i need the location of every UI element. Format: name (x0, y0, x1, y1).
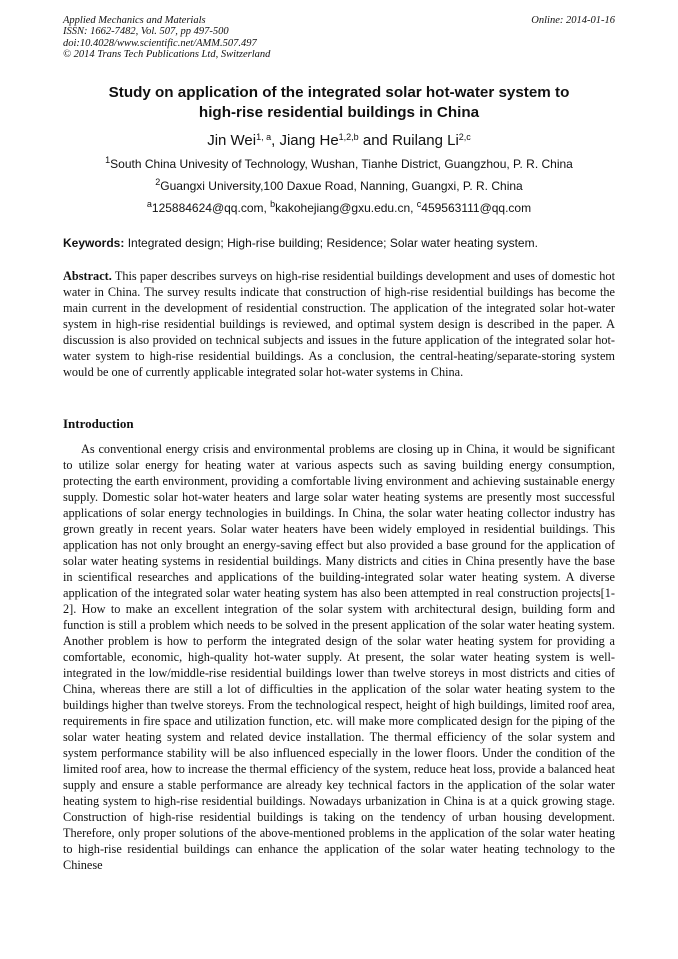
author-affiliation-mark: 1,2,b (338, 132, 359, 142)
abstract-label: Abstract. (63, 269, 112, 283)
author-separator: , (271, 132, 280, 149)
author-affiliation-mark: 2,c (458, 132, 471, 142)
author-separator: and (358, 132, 393, 149)
journal-doi[interactable]: doi:10.4028/www.scientific.net/AMM.507.497 (63, 37, 257, 49)
author-emails (40, 200, 638, 216)
keywords-text: Integrated design; High-rise building; Residence; Solar water heating system. (124, 236, 538, 250)
abstract-text: This paper describes surveys on high-rise residential buildings development and uses of domestic hot water in China. The survey results indicate that construction of high-rise residential buildings has become the main current in the development of residential construction. The application of the integrated solar hot-water system in high-rise residential buildings is reviewed, and optimal system design is described in the paper. A discussion is also provided on technical subjects and issues in the future application of the integrated solar hot-water system to high-rise residential buildings. As a conclusion, the central-heating/separate-storing system would be one of currently applicable integrated solar hot-water systems in China. (63, 269, 615, 379)
journal-copyright: © 2014 Trans Tech Publications Ltd, Switzerland (63, 48, 271, 60)
keywords-label: Keywords: (63, 236, 125, 250)
affiliation-2 (40, 178, 638, 194)
email-mark: c (416, 199, 422, 209)
title-line-2: high-rise residential buildings in China (198, 104, 480, 121)
title-line-1: Study on application of the integrated solar hot-water system to (108, 84, 570, 101)
email-address[interactable]: 125884624@qq.com, (151, 201, 271, 215)
email-mark: a (146, 199, 152, 209)
author-name: Jin Wei (207, 132, 257, 149)
author-affiliation-mark: 1, a (256, 132, 272, 142)
affiliation-text: South China Univesity of Technology, Wushan, Tianhe District, Guangzhou, P. R. China (110, 157, 573, 171)
affiliation-text: Guangxi University,100 Daxue Road, Nanning, Guangxi, P. R. China (160, 179, 523, 193)
email-address[interactable]: kakohejiang@gxu.edu.cn, (275, 201, 417, 215)
email-address[interactable]: 459563111@qq.com (421, 201, 532, 215)
author-name: Ruilang Li (392, 132, 459, 149)
online-date: Online: 2014-01-16 (531, 15, 615, 26)
journal-name: Applied Mechanics and Materials (63, 15, 206, 26)
introduction-paragraph: As conventional energy crisis and environmental problems are closing up in China, it would be significant to utilize solar energy for heating water at various aspects such as saving building energy consumption, protecting the earth environment, providing a comfortable living environment and achieving sustainable energy supply. Domestic solar hot-water heaters and large solar water heating systems are presently most successful applications of solar energy technologies in buildings. In China, the solar water heating collector industry has grown greatly in recent years. Solar water heaters have been widely employed in residential buildings. This application has not only brought an energy-saving effect but also provided a base ground for the application of solar water heating systems in residential buildings. Many districts and cities in China presently have the base in scientifical researches and applications of the building-integrated solar water heating system. A diverse application of the integrated solar water heating system has also been attempted in real construction projects[1-2]. How to make an excellent integration of the solar system with architectural design, building form and function is still a problem which needs to be solved in the present application of the solar water heating system. Another problem is how to perform the integrated design of the solar water heating system for providing a comfortable, economic, high-quality hot-water supply. At present, the solar water heating system is well-integrated in the low/middle-rise residential buildings lower than twelve storeys in most districts and cities of China, whereas there are still a lot of difficulties in the application of the solar water heating system to the buildings higher than twelve storeys. From the technological respect, height of high buildings, limited roof area, requirements in fire space and utilization function, etc. will make more complicated design for the piping of the solar water heating system and related device installation. The thermal efficiency of the solar system and system performance stability will be also influenced especially in the lower floors. Under the condition of the limited roof area, how to increase the thermal efficiency of the system, reduce heat loss, provide a balanced heat supply and ensure a stable performance are already key technical factors in the application of the solar water heating system to high-rise residential buildings. Nowadays urbanization in China is at a quick growing stage. Construction of high-rise residential buildings is taking on the tendency of urban housing development. Therefore, only proper solutions of the above-mentioned problems in the application of the solar water heating to high-rise residential buildings can enhance the application of the solar water heating technology to the Chinese (63, 442, 615, 872)
journal-header (63, 15, 615, 60)
affiliation-mark: 2 (155, 177, 161, 187)
keywords (63, 235, 615, 251)
section-heading-introduction: Introduction (63, 416, 134, 431)
affiliation-1 (40, 156, 638, 172)
paper-title (70, 83, 608, 123)
author-list (60, 131, 618, 151)
abstract (63, 268, 615, 380)
affiliation-mark: 1 (105, 155, 111, 165)
journal-issn: ISSN: 1662-7482, Vol. 507, pp 497-500 (63, 26, 229, 38)
author-name: Jiang He (279, 132, 339, 149)
email-mark: b (270, 199, 276, 209)
